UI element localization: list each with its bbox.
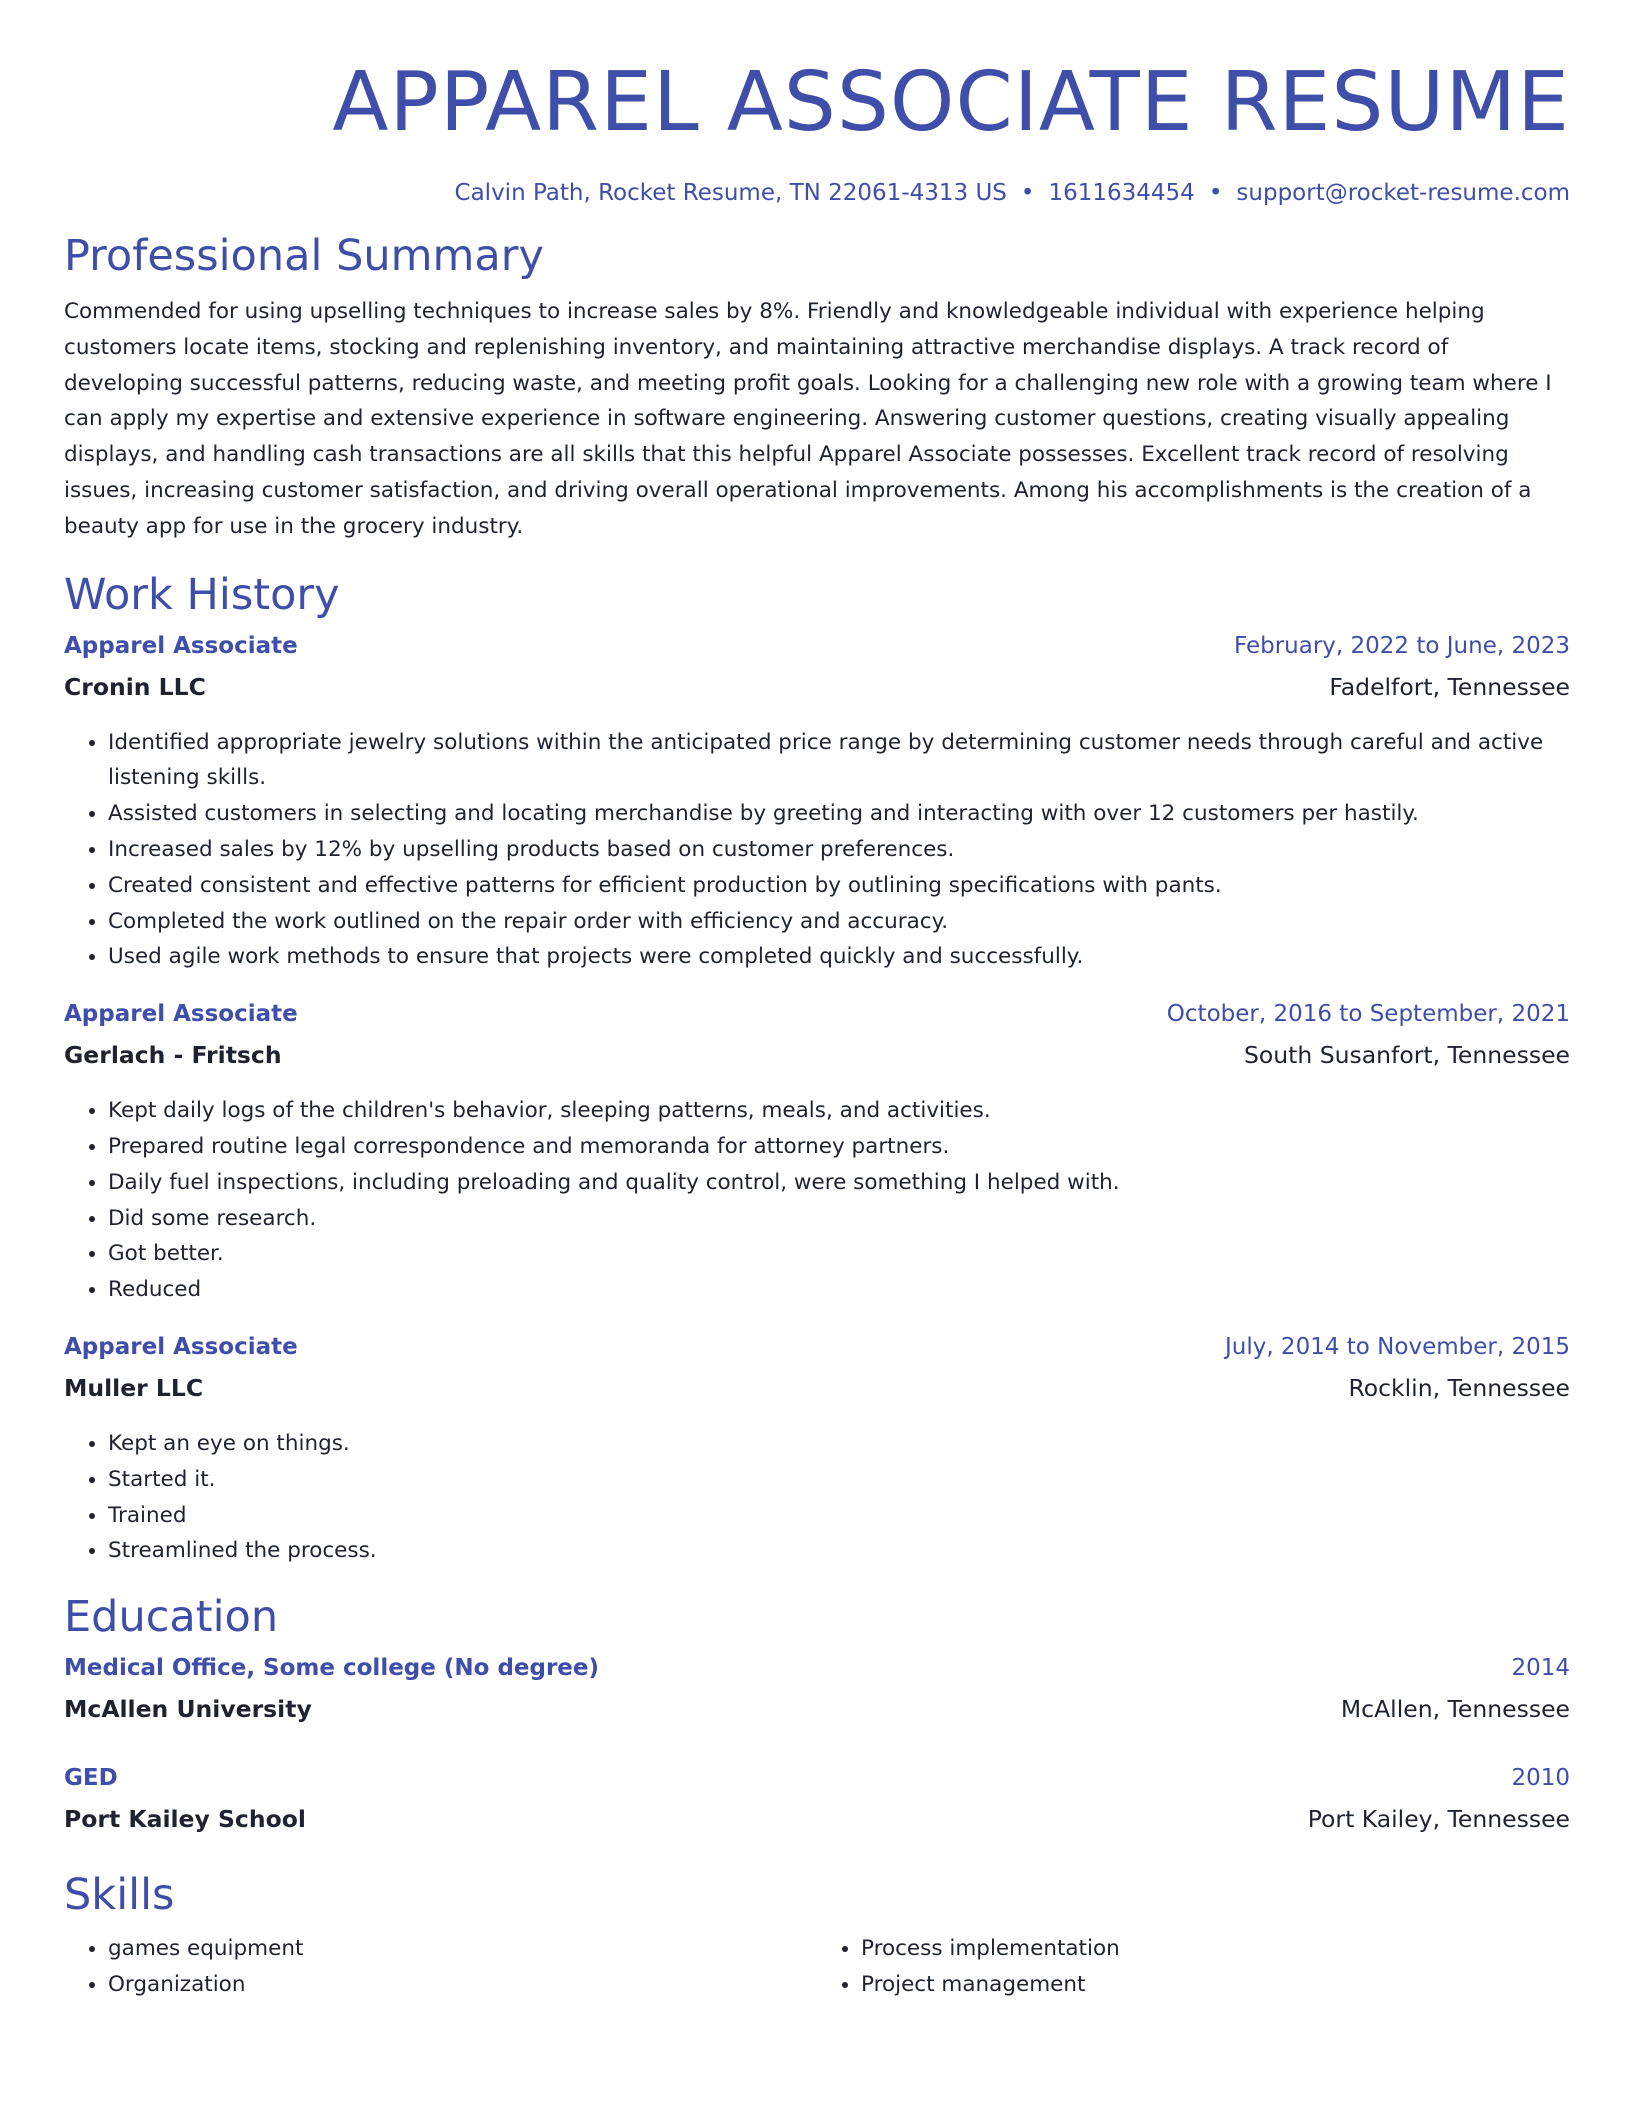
summary-heading: Professional Summary xyxy=(64,231,544,281)
contact-email[interactable]: support@rocket-resume.com xyxy=(1236,180,1570,206)
education-school-row xyxy=(64,1695,1570,1735)
job-location: Rocklin, Tennessee xyxy=(1348,1373,1570,1402)
resume-title: APPAREL ASSOCIATE RESUME xyxy=(332,55,1570,150)
job-title: Apparel Associate xyxy=(64,1333,298,1360)
job-entry xyxy=(64,1334,1570,1569)
education-header-row xyxy=(64,1655,1570,1695)
contact-phone: 1611634454 xyxy=(1048,180,1195,206)
job-dates: February, 2022 to June, 2023 xyxy=(1233,632,1570,659)
job-dates: October, 2016 to September, 2021 xyxy=(1166,1001,1570,1028)
list-item: • Daily fuel inspections, including preloading and quality control, were something I helped with. xyxy=(108,1165,1570,1201)
job-entry xyxy=(64,633,1570,976)
education-header-row xyxy=(64,1765,1570,1805)
skill-item: • Organization xyxy=(108,1967,817,2003)
education-school: Port Kailey School xyxy=(64,1805,306,1834)
skills-list-right xyxy=(817,1931,1570,2003)
job-entry xyxy=(64,1001,1570,1308)
education-section xyxy=(64,1589,1570,1845)
summary-text: Commended for using upselling techniques to increase sales by 8%. Friendly and knowledgeable individual with experience helping customers locate items, stocking and replenishing inventory, and maintaining attractive merchandise displays. A track record of developing successful patterns, reducing waste, and meeting profit goals. Looking for a challenging new role with a growing team where I can apply my expertise and extensive experience in software engineering. Answering customer questions, creating visually appealing displays, and handling cash transactions are all skills that this helpful Apparel Associate possesses. Excellent track record of resolving issues, increasing customer satisfaction, and driving overall operational improvements. Among his accomplishments is the creation of a beauty app for use in the grocery industry. xyxy=(64,299,1552,539)
list-item: • Created consistent and effective patterns for efficient production by outlining specifications with pants. xyxy=(108,868,1570,904)
work-history-heading: Work History xyxy=(64,569,340,620)
job-company-row xyxy=(64,673,1570,713)
list-item: • Kept daily logs of the children's behavior, sleeping patterns, meals, and activities. xyxy=(108,1093,1570,1129)
job-bullets xyxy=(64,1426,1570,1569)
education-location: McAllen, Tennessee xyxy=(1340,1695,1570,1724)
job-company-row xyxy=(64,1374,1570,1414)
list-item: • Started it. xyxy=(108,1462,1570,1498)
summary-section xyxy=(64,228,1570,545)
list-item: • Used agile work methods to ensure that projects were completed quickly and successfully. xyxy=(108,939,1570,975)
job-company: Cronin LLC xyxy=(64,672,206,701)
job-company: Muller LLC xyxy=(64,1373,204,1402)
job-dates: July, 2014 to November, 2015 xyxy=(1224,1333,1570,1360)
job-bullets xyxy=(64,725,1570,976)
job-company-row xyxy=(64,1041,1570,1081)
contact-separator: • xyxy=(1020,180,1035,206)
list-item: • Increased sales by 12% by upselling products based on customer preferences. xyxy=(108,832,1570,868)
education-school: McAllen University xyxy=(64,1695,312,1724)
list-item: • Got better. xyxy=(108,1236,1570,1272)
list-item: • Completed the work outlined on the repair order with efficiency and accuracy. xyxy=(108,904,1570,940)
education-year: 2014 xyxy=(1511,1655,1570,1682)
list-item: • Identified appropriate jewelry solutions within the anticipated price range by determining customer needs through careful and active listening skills. xyxy=(108,725,1570,797)
education-degree: Medical Office, Some college (No degree) xyxy=(64,1655,600,1682)
job-company: Gerlach - Fritsch xyxy=(64,1041,282,1070)
list-item: • Streamlined the process. xyxy=(108,1533,1570,1569)
contact-separator: • xyxy=(1208,180,1223,206)
education-entry xyxy=(64,1765,1570,1845)
job-header-row xyxy=(64,1001,1570,1041)
list-item: • Kept an eye on things. xyxy=(108,1426,1570,1462)
list-item: • Trained xyxy=(108,1498,1570,1534)
contact-address: Calvin Path, Rocket Resume, TN 22061-4313 US xyxy=(454,180,1007,206)
contact-line xyxy=(64,180,1570,206)
list-item: • Prepared routine legal correspondence and memoranda for attorney partners. xyxy=(108,1129,1570,1165)
job-title: Apparel Associate xyxy=(64,1001,298,1028)
job-header-row xyxy=(64,633,1570,673)
list-item: • Reduced xyxy=(108,1272,1570,1308)
education-degree: GED xyxy=(64,1765,118,1792)
list-item: • Assisted customers in selecting and locating merchandise by greeting and interacting with over 12 customers per hastily. xyxy=(108,796,1570,832)
work-history-section xyxy=(64,567,1570,1570)
skills-section xyxy=(64,1867,1570,2003)
job-location: South Susanfort, Tennessee xyxy=(1243,1041,1570,1070)
education-location: Port Kailey, Tennessee xyxy=(1307,1805,1570,1834)
skills-list-left xyxy=(64,1931,817,2003)
skills-grid xyxy=(64,1931,1570,2003)
education-school-row xyxy=(64,1805,1570,1845)
skill-item: • Project management xyxy=(861,1967,1570,2003)
job-header-row xyxy=(64,1334,1570,1374)
list-item: • Did some research. xyxy=(108,1201,1570,1237)
skill-item: • games equipment xyxy=(108,1931,817,1967)
skills-heading: Skills xyxy=(64,1870,175,1921)
education-heading: Education xyxy=(64,1592,279,1643)
skill-item: • Process implementation xyxy=(861,1931,1570,1967)
job-bullets xyxy=(64,1093,1570,1308)
education-year: 2010 xyxy=(1511,1765,1570,1792)
job-location: Fadelfort, Tennessee xyxy=(1329,672,1570,701)
resume-header xyxy=(64,50,1570,206)
job-title: Apparel Associate xyxy=(64,632,298,659)
education-entry xyxy=(64,1655,1570,1735)
